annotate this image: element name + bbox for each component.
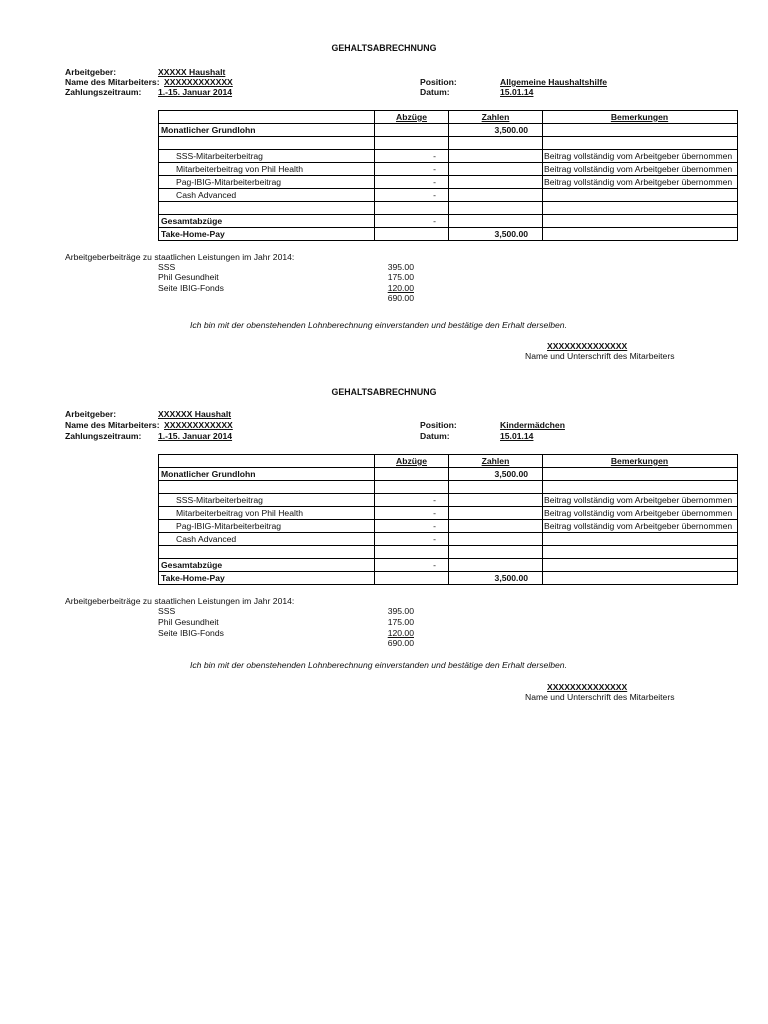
- deduction-cell: [375, 468, 449, 481]
- row-label: Gesamtabzüge: [159, 559, 375, 572]
- contribution-label: Seite IBIG-Fonds: [158, 283, 224, 293]
- position-value: Allgemeine Haushaltshilfe: [500, 77, 607, 87]
- row-label: Monatlicher Grundlohn: [159, 468, 375, 481]
- deduction-cell: -: [375, 176, 449, 189]
- remark-cell: [543, 228, 738, 241]
- deduction-cell: [375, 137, 449, 150]
- contribution-value: 175.00: [387, 617, 414, 627]
- amount-cell: [449, 533, 543, 546]
- amount-cell: [449, 520, 543, 533]
- amount-cell: 3,500.00: [449, 468, 543, 481]
- table-row: [159, 572, 738, 585]
- contribution-total: 690.00: [387, 293, 414, 303]
- contribution-value: 395.00: [387, 606, 414, 616]
- table-row: [159, 228, 738, 241]
- amount-cell: [449, 546, 543, 559]
- remark-cell: Beitrag vollständig vom Arbeitgeber übernommen: [543, 494, 738, 507]
- amount-cell: [449, 507, 543, 520]
- date-label: Datum:: [420, 87, 450, 97]
- employee-value: XXXXXXXXXXXX: [164, 420, 233, 430]
- deduction-cell: -: [375, 163, 449, 176]
- remark-cell: [543, 137, 738, 150]
- table-row: [159, 520, 738, 533]
- column-header-deductions: Abzüge: [375, 111, 449, 124]
- row-label: Gesamtabzüge: [159, 215, 375, 228]
- contributions-heading: Arbeitgeberbeiträge zu staatlichen Leistungen im Jahr 2014:: [65, 596, 295, 606]
- remark-cell: [543, 468, 738, 481]
- confirmation-text: Ich bin mit der obenstehenden Lohnberechnung einverstanden und bestätige den Erhalt derselben.: [190, 660, 567, 670]
- row-label: Take-Home-Pay: [159, 572, 375, 585]
- remark-cell: [543, 572, 738, 585]
- row-label: Pag-IBIG-Mitarbeiterbeitrag: [159, 176, 375, 189]
- period-value: 1.-15. Januar 2014: [158, 431, 233, 441]
- remark-cell: [543, 559, 738, 572]
- deduction-cell: [375, 546, 449, 559]
- row-label: Mitarbeiterbeitrag von Phil Health: [159, 507, 375, 520]
- table-row: [159, 494, 738, 507]
- contribution-value: 175.00: [387, 272, 414, 282]
- deduction-cell: -: [375, 520, 449, 533]
- table-header-row: [159, 455, 738, 468]
- deduction-cell: -: [375, 189, 449, 202]
- contribution-total: 690.00: [387, 638, 414, 648]
- signature-name: XXXXXXXXXXXXXX: [547, 682, 628, 692]
- column-header: [159, 111, 375, 124]
- payslip-title: GEHALTSABRECHNUNG: [331, 387, 437, 397]
- employee-label: Name des Mitarbeiters:: [65, 420, 160, 430]
- row-label: SSS-Mitarbeiterbeitrag: [159, 494, 375, 507]
- date-label: Datum:: [420, 431, 450, 441]
- remark-cell: [543, 546, 738, 559]
- table-row: [159, 124, 738, 137]
- row-label: [159, 202, 375, 215]
- deduction-cell: -: [375, 533, 449, 546]
- deduction-cell: -: [375, 494, 449, 507]
- column-header-remarks: Bemerkungen: [543, 111, 738, 124]
- row-label: Cash Advanced: [159, 189, 375, 202]
- row-label: SSS-Mitarbeiterbeitrag: [159, 150, 375, 163]
- confirmation-text: Ich bin mit der obenstehenden Lohnberechnung einverstanden und bestätige den Erhalt derselben.: [190, 320, 567, 330]
- deduction-cell: [375, 202, 449, 215]
- deduction-cell: -: [375, 559, 449, 572]
- row-label: [159, 546, 375, 559]
- column-header: [159, 455, 375, 468]
- employer-label: Arbeitgeber:: [65, 67, 117, 77]
- deduction-cell: -: [375, 150, 449, 163]
- contribution-value: 395.00: [387, 262, 414, 272]
- remark-cell: Beitrag vollständig vom Arbeitgeber übernommen: [543, 163, 738, 176]
- column-header-remarks: Bemerkungen: [543, 455, 738, 468]
- amount-cell: [449, 202, 543, 215]
- row-label: [159, 137, 375, 150]
- date-value: 15.01.14: [500, 87, 534, 97]
- remark-cell: [543, 189, 738, 202]
- signature-name: XXXXXXXXXXXXXX: [547, 341, 628, 351]
- contribution-label: Seite IBIG-Fonds: [158, 628, 224, 638]
- deduction-cell: [375, 572, 449, 585]
- amount-cell: [449, 176, 543, 189]
- row-label: Pag-IBIG-Mitarbeiterbeitrag: [159, 520, 375, 533]
- row-label: Monatlicher Grundlohn: [159, 124, 375, 137]
- row-label: [159, 481, 375, 494]
- employee-label: Name des Mitarbeiters:: [65, 77, 160, 87]
- amount-cell: [449, 494, 543, 507]
- position-value: Kindermädchen: [500, 420, 565, 430]
- amount-cell: [449, 481, 543, 494]
- contribution-value: 120.00: [387, 628, 414, 638]
- payslip: [0, 388, 768, 718]
- deduction-cell: [375, 481, 449, 494]
- remark-cell: Beitrag vollständig vom Arbeitgeber übernommen: [543, 520, 738, 533]
- employer-value: XXXXX Haushalt: [158, 67, 226, 77]
- contribution-label: SSS: [158, 262, 176, 272]
- period-label: Zahlungszeitraum:: [65, 431, 142, 441]
- amount-cell: [449, 559, 543, 572]
- remark-cell: [543, 533, 738, 546]
- amount-cell: [449, 163, 543, 176]
- amount-cell: [449, 150, 543, 163]
- employer-label: Arbeitgeber:: [65, 409, 117, 419]
- remark-cell: [543, 481, 738, 494]
- table-row: [159, 150, 738, 163]
- column-header-amounts: Zahlen: [449, 455, 543, 468]
- date-value: 15.01.14: [500, 431, 534, 441]
- table-row: [159, 163, 738, 176]
- table-row: [159, 559, 738, 572]
- remark-cell: [543, 215, 738, 228]
- deduction-cell: [375, 124, 449, 137]
- row-label: Cash Advanced: [159, 533, 375, 546]
- period-value: 1.-15. Januar 2014: [158, 87, 233, 97]
- table-header-row: [159, 111, 738, 124]
- payroll-table: [158, 454, 738, 585]
- row-label: Take-Home-Pay: [159, 228, 375, 241]
- remark-cell: Beitrag vollständig vom Arbeitgeber übernommen: [543, 176, 738, 189]
- remark-cell: Beitrag vollständig vom Arbeitgeber übernommen: [543, 150, 738, 163]
- table-row: [159, 533, 738, 546]
- remark-cell: Beitrag vollständig vom Arbeitgeber übernommen: [543, 507, 738, 520]
- payroll-table: [158, 110, 738, 241]
- deduction-cell: [375, 228, 449, 241]
- table-row: [159, 468, 738, 481]
- amount-cell: [449, 189, 543, 202]
- table-row: [159, 202, 738, 215]
- contributions-heading: Arbeitgeberbeiträge zu staatlichen Leistungen im Jahr 2014:: [65, 252, 295, 262]
- column-header-amounts: Zahlen: [449, 111, 543, 124]
- table-row: [159, 137, 738, 150]
- contribution-label: Phil Gesundheit: [158, 272, 219, 282]
- column-header-deductions: Abzüge: [375, 455, 449, 468]
- employee-value: XXXXXXXXXXXX: [164, 77, 233, 87]
- amount-cell: [449, 215, 543, 228]
- signature-caption: Name und Unterschrift des Mitarbeiters: [525, 351, 675, 361]
- payslip-title: GEHALTSABRECHNUNG: [331, 43, 437, 53]
- amount-cell: 3,500.00: [449, 228, 543, 241]
- table-row: [159, 189, 738, 202]
- table-row: [159, 176, 738, 189]
- amount-cell: 3,500.00: [449, 124, 543, 137]
- remark-cell: [543, 124, 738, 137]
- payslip: [0, 44, 768, 374]
- deduction-cell: -: [375, 215, 449, 228]
- amount-cell: [449, 137, 543, 150]
- amount-cell: 3,500.00: [449, 572, 543, 585]
- position-label: Position:: [420, 77, 457, 87]
- row-label: Mitarbeiterbeitrag von Phil Health: [159, 163, 375, 176]
- table-row: [159, 481, 738, 494]
- position-label: Position:: [420, 420, 457, 430]
- signature-caption: Name und Unterschrift des Mitarbeiters: [525, 692, 675, 702]
- deduction-cell: -: [375, 507, 449, 520]
- contribution-label: Phil Gesundheit: [158, 617, 219, 627]
- table-row: [159, 546, 738, 559]
- contribution-label: SSS: [158, 606, 176, 616]
- table-row: [159, 215, 738, 228]
- remark-cell: [543, 202, 738, 215]
- period-label: Zahlungszeitraum:: [65, 87, 142, 97]
- table-row: [159, 507, 738, 520]
- contribution-value: 120.00: [387, 283, 414, 293]
- employer-value: XXXXXX Haushalt: [158, 409, 232, 419]
